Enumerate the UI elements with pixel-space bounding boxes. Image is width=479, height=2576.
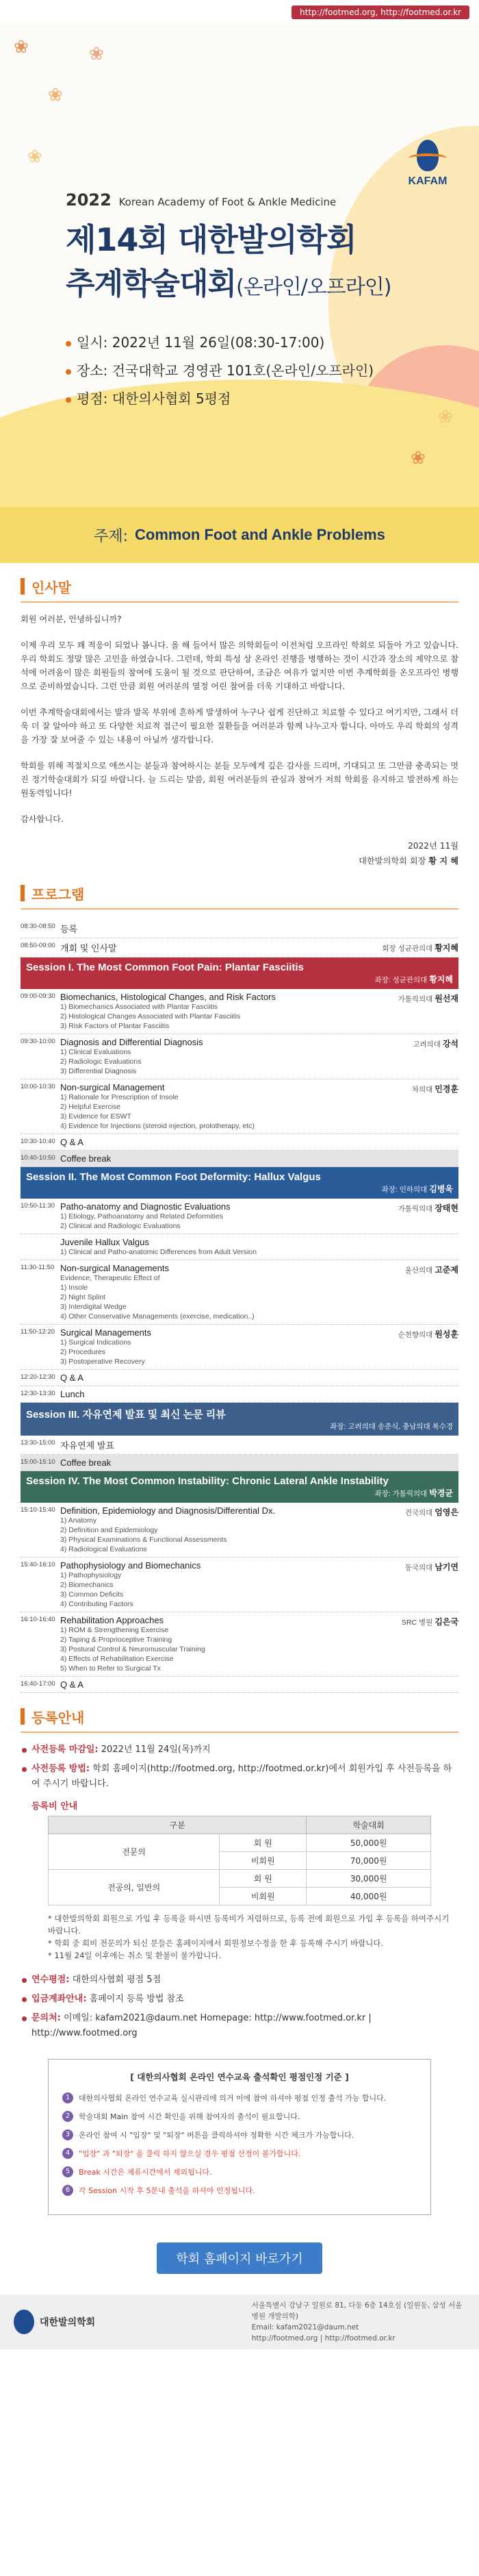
kafam-logo bbox=[400, 138, 455, 188]
program-speaker bbox=[356, 1134, 458, 1150]
registration-list-2 bbox=[21, 1973, 458, 2041]
homepage-button[interactable]: 학회 홈페이지 바로가기 bbox=[157, 2242, 322, 2274]
registration-item: 입금계좌안내: 홈페이지 등록 방법 참조 bbox=[21, 1992, 458, 2007]
credit-item: 4 "입장" 과 "퇴장" 을 클릭 하지 않으실 경우 평점 산정이 불가합니다. bbox=[62, 2148, 417, 2160]
session-title: Session IV. The Most Common Instability: Chronic Lateral Ankle Instability bbox=[26, 1475, 389, 1487]
program-speaker bbox=[356, 1234, 458, 1260]
registration-item: 연수평점: 대한의사협회 평점 5점 bbox=[21, 1973, 458, 1988]
program-speaker: 가톨릭의대 장태현 bbox=[398, 1203, 458, 1213]
credit-item: 5 Break 시간은 체류시간에서 제외됩니다. bbox=[62, 2166, 417, 2178]
program-subtopic: 4) Other Conservative Managements (exercise, medication..) bbox=[60, 1312, 255, 1321]
greeting-paragraph: 감사합니다. bbox=[21, 814, 64, 824]
event-info-venue: 장소: 건국대학교 경영관 101호(온라인/오프라인) bbox=[66, 360, 374, 379]
program-speaker bbox=[356, 1386, 458, 1402]
credit-item: 2 학술대회 Main 참여 시간 확인을 위해 참여자의 출석이 필요합니다. bbox=[62, 2111, 417, 2123]
program-subtopic: 1) Etiology, Pathoanatomy and Related Deformities bbox=[60, 1212, 223, 1221]
program-title: Definition, Epidemiology and Diagnosis/Differential Dx. bbox=[60, 1505, 276, 1516]
program-time: 11:50-12:20 bbox=[21, 1328, 55, 1336]
program-speaker: 건국의대 엄영은 bbox=[404, 1508, 458, 1517]
program-row bbox=[21, 1234, 458, 1260]
program-subtopic: 2) Histological Changes Associated with Plantar Fasciitis bbox=[60, 1012, 241, 1021]
program-session-header bbox=[21, 958, 458, 989]
leaf-icon: ❀ bbox=[89, 44, 104, 64]
leaf-icon: ❀ bbox=[438, 407, 453, 427]
program-speaker bbox=[356, 1151, 458, 1166]
greeting-section bbox=[0, 571, 479, 868]
program-subtopic: 3) Interdigital Wedge bbox=[60, 1303, 127, 1311]
program-title: Juvenile Hallux Valgus bbox=[60, 1237, 149, 1247]
credit-item: 6 각 Session 시작 후 5분내 출석을 하셔야 인정됩니다. bbox=[62, 2185, 417, 2197]
program-speaker: 회장 성균관의대 황지혜 bbox=[382, 943, 458, 953]
program-speaker bbox=[356, 1677, 458, 1692]
program-time: 15:00-15:10 bbox=[21, 1458, 55, 1466]
program-subtopic: 3) Differential Diagnosis bbox=[60, 1067, 137, 1075]
program-subtopic: 4) Radiological Evaluations bbox=[60, 1545, 147, 1553]
program-row bbox=[21, 1325, 458, 1370]
program-subtopic: 1) Biomechanics Associated with Plantar Fasciitis bbox=[60, 1003, 218, 1011]
program-subtopic: 2) Helpful Exercise bbox=[60, 1103, 121, 1111]
program-speaker: 차의대 민경훈 bbox=[411, 1084, 458, 1094]
event-title-line2 bbox=[66, 259, 391, 303]
registration-item: 문의처: 이메일: kafam2021@daum.net Homepage: http://www.footmed.or.kr | http://www.footmed.org bbox=[21, 2011, 458, 2041]
program-row bbox=[21, 1677, 458, 1693]
program-time: 10:30-10:40 bbox=[21, 1138, 55, 1145]
event-info-date: 일시: 2022년 11월 26일(08:30-17:00) bbox=[66, 332, 374, 351]
registration-section bbox=[0, 1701, 479, 2274]
program-subtopic: 1) Insole bbox=[60, 1284, 88, 1292]
program-title: Q & A bbox=[60, 1373, 83, 1383]
session-title: Session III. 자유연제 발표 및 최신 논문 리뷰 bbox=[26, 1409, 226, 1421]
event-info-list bbox=[66, 332, 374, 416]
program-session-header bbox=[21, 1167, 458, 1199]
fee-notes: * 대한발의학회 회원으로 가입 후 등록을 하시면 등록비가 저렴하므로, 등록 전에 회원으로 가입 후 등록을 하여주시기 바랍니다. * 학회 중 회비 전문의가 되신 분들은 홈페이지에서 회원정보수정을 한 후 등록해 주시기 바랍니다. * 11월 24일 이후에는 취소 및 환불이 불가합니다. bbox=[48, 1914, 450, 1960]
program-speaker: 동국의대 남기연 bbox=[404, 1562, 458, 1572]
footer-address: 서울특별시 강남구 일원로 81, 다동 6층 14호실 (일원동, 삼성 서울병원 개발의학) Email: kafam2021@daum.net http://footmed.org | http://footmed.or.kr bbox=[251, 2301, 463, 2342]
program-subtopic: 1) Surgical Indications bbox=[60, 1338, 131, 1347]
program-speaker: 가톨릭의대 원선재 bbox=[398, 994, 458, 1003]
program-section bbox=[0, 878, 479, 1693]
theme-band bbox=[0, 507, 479, 563]
program-row bbox=[21, 1455, 458, 1471]
fee-header: 학술대회 bbox=[307, 1816, 431, 1834]
registration-item: 사전등록 마감일: 2022년 11월 24일(목)까지 bbox=[21, 1742, 458, 1758]
greeting-signature: 2022년 11월 대한발의학회 회장 황 지 혜 bbox=[359, 841, 458, 866]
program-subtopic: 2) Biomechanics bbox=[60, 1581, 114, 1589]
program-title: Non-surgical Management bbox=[60, 1082, 165, 1092]
program-time: 08:30-08:50 bbox=[21, 923, 55, 930]
program-subtopic: 1) Anatomy bbox=[60, 1516, 97, 1525]
fee-row: 비회원 40,000원 bbox=[49, 1888, 431, 1905]
program-row bbox=[21, 989, 458, 1034]
leaf-icon: ❀ bbox=[27, 147, 42, 167]
program-speaker bbox=[356, 1370, 458, 1386]
program-time: 08:50-09:00 bbox=[21, 942, 55, 949]
program-row bbox=[21, 1151, 458, 1167]
program-session-header bbox=[21, 1471, 458, 1503]
footer bbox=[0, 2294, 479, 2349]
program-table bbox=[21, 919, 458, 1693]
program-row bbox=[21, 1134, 458, 1151]
program-subtopic: 1) Clinical Evaluations bbox=[60, 1048, 131, 1056]
event-info-credits: 평점: 대한의사협회 5평점 bbox=[66, 388, 374, 408]
program-row bbox=[21, 1079, 458, 1134]
program-title: 개회 및 인사말 bbox=[60, 943, 117, 953]
event-year: 2022 bbox=[66, 190, 112, 210]
program-speaker: SRC 병원 김은국 bbox=[401, 1617, 458, 1627]
program-subtopic: 3) Common Deficits bbox=[60, 1590, 124, 1599]
program-row bbox=[21, 919, 458, 938]
program-title: 등록 bbox=[60, 924, 78, 934]
org-english-name: Korean Academy of Foot & Ankle Medicine bbox=[118, 196, 337, 208]
session-title: Session I. The Most Common Foot Pain: Plantar Fasciitis bbox=[26, 962, 304, 973]
program-title: Biomechanics, Histological Changes, and Risk Factors bbox=[60, 992, 276, 1002]
footer-org-name: 대한발의학회 bbox=[40, 2317, 96, 2328]
registration-item: 사전등록 방법: 학회 홈페이지(http://footmed.org, http://footmed.or.kr)에서 회원가입 후 사전등록을 하여 주시기 바랍니다. bbox=[21, 1762, 458, 1792]
program-subtopic: 2) Clinical and Radiologic Evaluations bbox=[60, 1222, 181, 1230]
program-title: Q & A bbox=[60, 1137, 83, 1147]
greeting-paragraph: 학회를 위해 적절치으로 애쓰시는 분들과 참여하시는 분들 모두에게 깊은 감사를 드리며, 기대되고 또 그만큼 충족되는 멋진 정기학술대회가 되길 바랍니다. 늘 드리는 말씀, 회원 여러분들의 관심과 참여가 저희 학회를 유지하고 발전하게 하는 원동력입니다! bbox=[21, 761, 458, 798]
program-subtopic: 2) Definition and Epidemiology bbox=[60, 1526, 158, 1534]
session-chair: 좌장: 인하의대 김병욱 bbox=[381, 1184, 453, 1194]
program-subtopic: 1) Rationale for Prescription of Insole bbox=[60, 1093, 179, 1101]
section-heading: 인사말 bbox=[21, 571, 458, 601]
credit-criteria-box bbox=[48, 2059, 431, 2215]
program-time: 09:00-09:30 bbox=[21, 992, 55, 1000]
program-subtopic: 3) Postoperative Recovery bbox=[60, 1358, 145, 1366]
program-subtopic: 1) Pathophysiology bbox=[60, 1571, 122, 1579]
fee-title: 등록비 안내 bbox=[31, 1801, 78, 1812]
theme-value: Common Foot and Ankle Problems bbox=[135, 526, 385, 543]
program-time: 12:20-12:30 bbox=[21, 1373, 55, 1381]
program-subtopic: 2) Procedures bbox=[60, 1348, 105, 1356]
fee-table bbox=[48, 1816, 431, 1905]
program-subtopic: 4) Contributing Factors bbox=[60, 1600, 133, 1608]
program-row bbox=[21, 1503, 458, 1558]
event-title-main: 추계학술대회 bbox=[66, 266, 237, 301]
program-speaker: 울산의대 고준제 bbox=[404, 1265, 458, 1275]
greeting-paragraph: 이번 추계학술대회에서는 발과 발목 부위에 흔하게 발생하여 누구나 쉽게 진단하고 치료할 수 있다고 여기지만, 그래서 더욱 더 잘 알아야 하고 또 다양한 치료적 접근이 필요한 질환들을 여러분과 함께 나누고자 합니다. 아마도 우리 학회의 성격을 가장 잘 보여줄 수 있는 내용이 아닐까 생각합니다. bbox=[21, 708, 458, 745]
credit-criteria-title: [ 대한의사협회 온라인 연수교육 출석확인 평점인정 기준 ] bbox=[130, 2072, 349, 2082]
program-subtopic: 4) Evidence for Injections (steroid injection, prolotherapy, etc) bbox=[60, 1122, 255, 1130]
program-time: 09:30-10:00 bbox=[21, 1038, 55, 1045]
program-session-header bbox=[21, 1403, 458, 1436]
footer-logo-icon bbox=[14, 2310, 34, 2334]
program-subtopic: 1) ROM & Strengthening Exercise bbox=[60, 1626, 169, 1634]
program-row bbox=[21, 1260, 458, 1325]
fee-row: 전공의, 일반의 회 원 30,000원 bbox=[49, 1870, 431, 1888]
program-row bbox=[21, 1370, 458, 1386]
top-url-bar bbox=[0, 0, 479, 23]
program-row bbox=[21, 1199, 458, 1234]
program-title: Rehabilitation Approaches bbox=[60, 1615, 164, 1625]
program-title: Lunch bbox=[60, 1389, 85, 1399]
event-title-sub: (온라인/오프라인) bbox=[236, 275, 391, 299]
program-subtopic: 3) Risk Factors of Plantar Fasciitis bbox=[60, 1022, 170, 1030]
program-row bbox=[21, 1612, 458, 1677]
program-subtopic: 1) Clinical and Patho-anatomic Differences from Adult Version bbox=[60, 1248, 257, 1256]
program-time bbox=[21, 1234, 60, 1260]
program-subtopic: 2) Radiologic Evaluations bbox=[60, 1058, 142, 1066]
program-title: Diagnosis and Differential Diagnosis bbox=[60, 1037, 203, 1047]
program-row bbox=[21, 1436, 458, 1455]
program-title: Non-surgical Managements bbox=[60, 1263, 169, 1273]
session-chair: 좌장: 가톨릭의대 박경균 bbox=[374, 1488, 453, 1498]
session-chair: 좌장: 고려의대 송준식, 충남의대 복수경 bbox=[330, 1423, 453, 1431]
leaf-icon: ❀ bbox=[411, 448, 426, 468]
program-title: Patho-anatomy and Diagnostic Evaluations bbox=[60, 1201, 231, 1212]
session-chair: 좌장: 성균관의대 황지혜 bbox=[374, 975, 453, 984]
program-title: Pathophysiology and Biomechanics bbox=[60, 1560, 201, 1571]
foot-logo-icon bbox=[406, 138, 450, 174]
program-speaker bbox=[356, 1455, 458, 1471]
program-time: 11:30-11:50 bbox=[21, 1264, 55, 1271]
program-subtopic: 3) Physical Examinations & Functional Assessments bbox=[60, 1536, 227, 1544]
program-subtopic: 4) Effects of Rehabilitation Exercise bbox=[60, 1655, 174, 1663]
program-speaker: 고려의대 강석 bbox=[413, 1039, 458, 1049]
leaf-icon: ❀ bbox=[14, 37, 29, 58]
program-subtopic: 3) Evidence for ESWT bbox=[60, 1112, 131, 1121]
program-title: 자유연제 발표 bbox=[60, 1440, 114, 1451]
program-row bbox=[21, 1386, 458, 1403]
section-heading: 프로그램 bbox=[21, 878, 458, 908]
program-row bbox=[21, 1558, 458, 1612]
program-time: 12:30-13:30 bbox=[21, 1390, 55, 1397]
program-time: 15:40-16:10 bbox=[21, 1561, 55, 1568]
program-subtopic: 3) Postural Control & Neuromuscular Training bbox=[60, 1645, 205, 1653]
program-title: Q & A bbox=[60, 1679, 83, 1690]
program-title: Coffee break bbox=[60, 1458, 112, 1468]
program-time: 13:30-15:00 bbox=[21, 1439, 55, 1447]
year-org-line bbox=[66, 190, 336, 210]
program-subtopic: 2) Taping & Proprioceptive Training bbox=[60, 1636, 172, 1644]
header-url-links[interactable]: http://footmed.org, http://footmed.or.kr bbox=[292, 5, 469, 19]
program-time: 16:10-16:40 bbox=[21, 1616, 55, 1623]
logo-text: KAFAM bbox=[408, 175, 448, 187]
program-row bbox=[21, 938, 458, 958]
program-subtopic: Evidence, Therapeutic Effect of bbox=[60, 1274, 160, 1282]
program-row bbox=[21, 1034, 458, 1079]
registration-list bbox=[21, 1742, 458, 1792]
program-speaker bbox=[356, 919, 458, 938]
program-subtopic: 2) Night Splint bbox=[60, 1293, 105, 1301]
greeting-paragraph: 이제 우리 모두 꽤 적응이 되었나 봅니다. 올 해 들어서 많은 의학회들이 이전처럼 오프라인 학회로 되돌아 가고 있습니다. 우리 학회도 정말 많은 고민을 하였습니다. 그런데, 학회 특성 상 온라인 진행을 병행하는 것이 시간과 장소의 제약으로 참석에 어려움이 많은 회원들의 참여에 도움이 될 것으로 판단하여, 조금은 여유가 없지만 이번 추계학회를 온오프라인 병행으로 준비하였습니다. 그런 만큼 회원 여러분의 열정 어린 참여를 더욱 기대하고 바랍니다. bbox=[21, 640, 458, 691]
program-subtopic: 5) When to Refer to Surgical Tx bbox=[60, 1664, 161, 1673]
program-title: Coffee break bbox=[60, 1153, 112, 1164]
program-time: 15:10-15:40 bbox=[21, 1506, 55, 1514]
program-title: Surgical Managements bbox=[60, 1327, 151, 1338]
fee-header: 구분 bbox=[49, 1816, 307, 1834]
program-time: 16:40-17:00 bbox=[21, 1680, 55, 1688]
program-time: 10:00-10:30 bbox=[21, 1083, 55, 1090]
event-title-line1: 제14회 대한발의학회 bbox=[66, 221, 357, 258]
credit-item: 3 온라인 참여 시 "입장" 및 "퇴장" 버튼을 클릭하셔야 정확한 시간 체크가 가능합니다. bbox=[62, 2129, 417, 2141]
session-title: Session II. The Most Common Foot Deformity: Hallux Valgus bbox=[26, 1171, 321, 1183]
greeting-paragraph: 회원 여러분, 안녕하십니까? bbox=[21, 614, 122, 624]
hero-banner bbox=[0, 23, 479, 507]
theme-label: 주제: bbox=[94, 527, 129, 545]
program-time: 10:50-11:30 bbox=[21, 1202, 55, 1210]
program-speaker: 순천향의대 원성훈 bbox=[398, 1329, 458, 1339]
program-speaker bbox=[356, 1436, 458, 1454]
section-heading: 등록안내 bbox=[21, 1701, 458, 1731]
credit-item: 1 대한의사협회 온라인 연수교육 실시관리에 의거 이에 참여 하셔야 평점 인정 출석 가능 합니다. bbox=[62, 2092, 417, 2104]
leaf-icon: ❀ bbox=[48, 85, 63, 105]
fee-row: 전문의 회 원 50,000원 bbox=[49, 1834, 431, 1852]
program-time: 10:40-10:50 bbox=[21, 1154, 55, 1162]
fee-row: 비회원 70,000원 bbox=[49, 1852, 431, 1870]
